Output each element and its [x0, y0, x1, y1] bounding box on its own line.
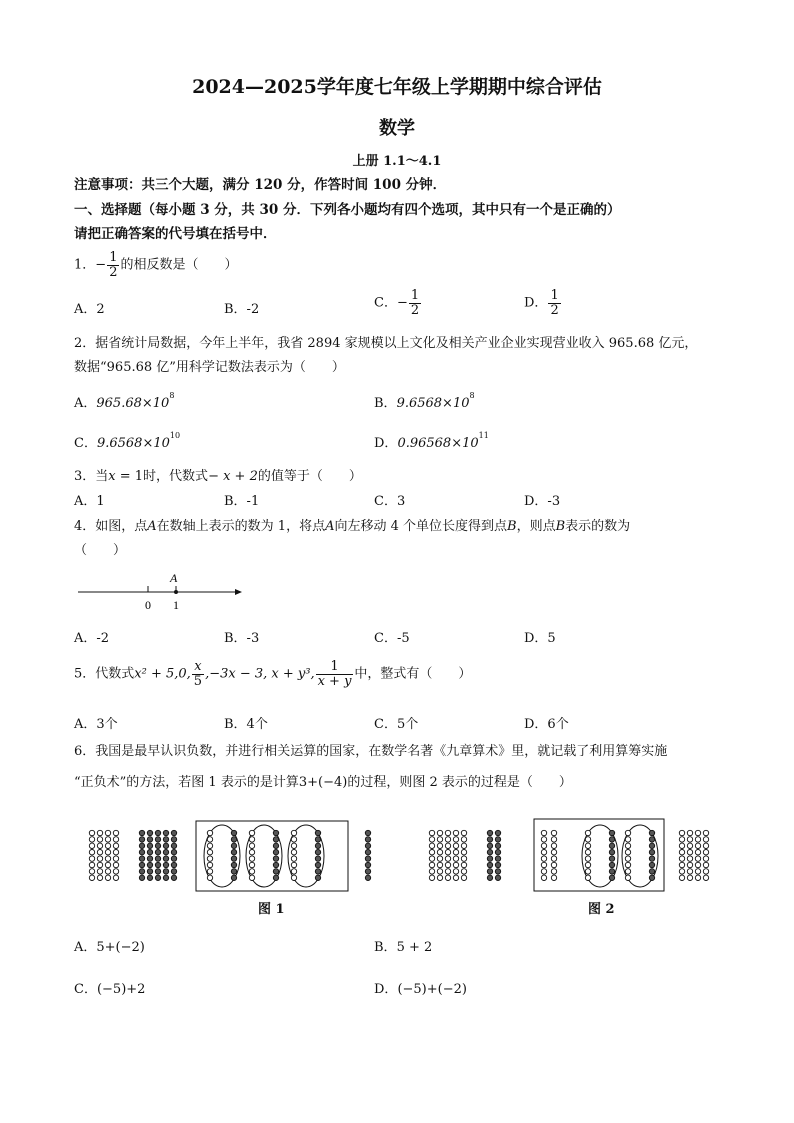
black-rod — [365, 830, 370, 880]
white-rod — [113, 830, 118, 880]
figure-2-caption: 图 2 — [588, 902, 615, 917]
black-rod — [231, 830, 236, 880]
section1-instruction: 请把正确答案的代号填在括号中． — [74, 226, 277, 242]
figure-1-caption: 图 1 — [258, 902, 285, 917]
q1-option-b[interactable]: B．-2 — [224, 302, 260, 317]
q2-option-d[interactable]: D．$0.96568\times 10^{11}$ — [374, 431, 489, 451]
q4-option-c[interactable]: C．-5 — [374, 631, 410, 646]
section1-heading: 一、选择题（每小题 3 分，共 30 分．下列各小题均有四个选项，其中只有一个是正确的） — [74, 202, 621, 218]
q6-option-b[interactable]: B．5 + 2 — [374, 940, 433, 955]
q4-option-a[interactable]: A．-2 — [74, 631, 110, 646]
white-rod — [687, 830, 692, 880]
q1-option-a[interactable]: A．2 — [74, 302, 105, 317]
white-rod — [551, 830, 556, 880]
black-rod — [649, 830, 654, 880]
q4-option-d[interactable]: D．5 — [524, 631, 556, 646]
black-rod — [139, 830, 144, 880]
white-rod — [625, 830, 630, 880]
q2-option-c[interactable]: C．$9.6568\times 10^{10}$ — [74, 431, 181, 451]
white-rod — [105, 830, 110, 880]
q1-option-d[interactable]: D． $\frac{1}{2}$ — [524, 288, 559, 318]
figure-2-counting-rods — [424, 815, 724, 895]
q5-option-d[interactable]: D．6个 — [524, 717, 569, 732]
figure-1-counting-rods — [84, 815, 384, 895]
black-rod — [315, 830, 320, 880]
black-rod — [171, 830, 176, 880]
white-rod — [461, 830, 466, 880]
point-a-dot — [174, 590, 178, 594]
notice: 注意事项：共三个大题，满分 120 分，作答时间 100 分钟． — [74, 177, 447, 193]
q5-option-b[interactable]: B．4个 — [224, 717, 268, 732]
q1-option-c[interactable]: C．− $\frac{1}{2}$ — [374, 288, 420, 318]
white-rod — [585, 830, 590, 880]
black-rod — [163, 830, 168, 880]
q6-option-d[interactable]: D．(−5)+(−2) — [374, 982, 467, 997]
white-rod — [541, 830, 546, 880]
white-rod — [679, 830, 684, 880]
white-rod — [453, 830, 458, 880]
q3-option-a[interactable]: A．1 — [74, 494, 105, 509]
white-rod — [429, 830, 434, 880]
black-rod — [155, 830, 160, 880]
fig1-frame — [196, 821, 348, 891]
subject-title: 数学 — [379, 118, 415, 139]
q5-option-a[interactable]: A．3个 — [74, 717, 118, 732]
q3-option-b[interactable]: B．-1 — [224, 494, 260, 509]
q4-option-b[interactable]: B．-3 — [224, 631, 260, 646]
white-rod — [445, 830, 450, 880]
black-rod — [487, 830, 492, 880]
tick-0-label: 0 — [145, 598, 151, 612]
q6-option-a[interactable]: A．5+(−2) — [74, 940, 145, 955]
black-rod — [495, 830, 500, 880]
q3-option-d[interactable]: D．-3 — [524, 494, 561, 509]
white-rod — [97, 830, 102, 880]
black-rod — [147, 830, 152, 880]
white-rod — [89, 830, 94, 880]
white-rod — [695, 830, 700, 880]
question-2-line2: 数据“965.68 亿”用科学记数法表示为（ ） — [74, 360, 345, 375]
tick-1-label: 1 — [173, 598, 179, 612]
q5-option-c[interactable]: C．5个 — [374, 717, 419, 732]
question-6-line2: “正负术”的方法，若图 1 表示的是计算3+(−4)的过程，则图 2 表示的过程是（ ） — [74, 775, 572, 790]
question-2-line1: 2．据省统计局数据，今年上半年，我省 2894 家规模以上文化及相关产业企业实现营业收入 965.68 亿元， — [74, 336, 698, 351]
scope-label: 上册 1.1～4.1 — [352, 154, 442, 169]
white-rod — [207, 830, 212, 880]
black-rod — [273, 830, 278, 880]
white-rod — [291, 830, 296, 880]
q6-option-c[interactable]: C．(−5)+2 — [74, 982, 146, 997]
question-6-line1: 6．我国是最早认识负数，并进行相关运算的国家，在数学名著《九章算术》里，就记载了利用算筹实施 — [74, 744, 668, 759]
question-3: 3．当x = 1时，代数式− x + 2的值等于（ ） — [74, 469, 362, 484]
number-line-figure — [72, 566, 252, 616]
question-1: 1．− $\frac{1}{2}$ 的相反数是（ ） — [74, 250, 238, 280]
white-rod — [703, 830, 708, 880]
exam-title: 2024—2025学年度七年级上学期期中综合评估 — [192, 76, 602, 98]
black-rod — [609, 830, 614, 880]
question-4-line2: （ ） — [74, 543, 127, 558]
q3-option-c[interactable]: C．3 — [374, 494, 406, 509]
white-rod — [437, 830, 442, 880]
question-5: 5．代数式x² + 5,0, $\frac{x}{5}$ ,−3x − 3, x + y³, $\frac{1}{x + y}$ 中，整式有（ ） — [74, 659, 472, 689]
question-4-line1: 4．如图，点A在数轴上表示的数为 1，将点A向左移动 4 个单位长度得到点B，则点B表示的数为 — [74, 519, 631, 534]
q2-option-b[interactable]: B．$9.6568\times 10^8$ — [374, 391, 475, 411]
point-a-label: A — [170, 571, 178, 585]
white-rod — [249, 830, 254, 880]
q2-option-a[interactable]: A．$965.68\times 10^8$ — [74, 391, 175, 411]
number-line-arrow — [235, 589, 242, 595]
